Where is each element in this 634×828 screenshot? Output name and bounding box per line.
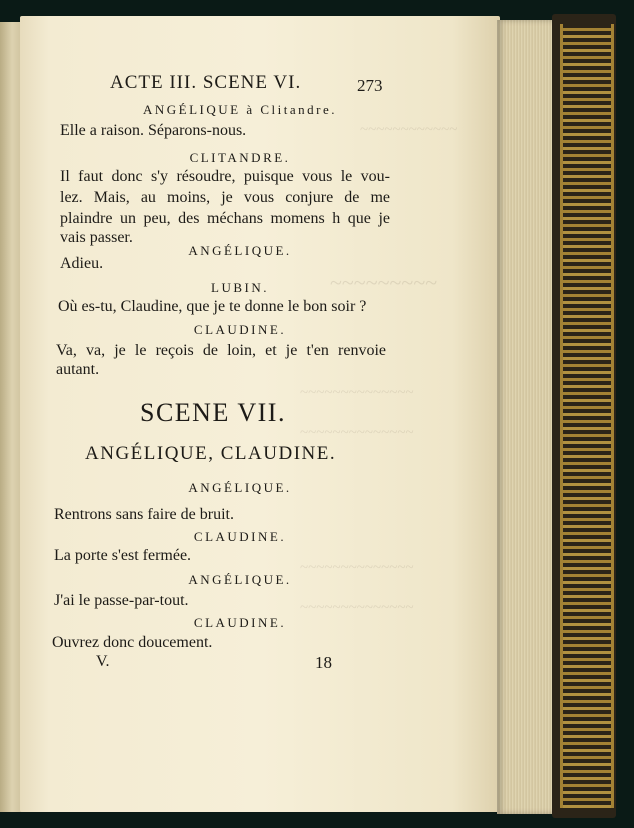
gathering-number: 18 <box>315 653 332 672</box>
speaker-label: ANGÉLIQUE. <box>188 243 292 258</box>
dialogue-line: plaindre un peu, des méchans momens h que je <box>60 210 390 227</box>
dialogue-line: Rentrons sans faire de bruit. <box>54 506 234 523</box>
dialogue-line: Il faut donc s'y résoudre, puisque vous le vou- <box>60 168 390 185</box>
speaker-label: ANGÉLIQUE. <box>188 572 292 587</box>
speaker-label: ANGÉLIQUE. <box>188 480 292 495</box>
dialogue-line: vais passer. <box>60 229 133 246</box>
show-through-text: ~~~~~~~~~~~~~~ <box>300 600 414 616</box>
page-block-edges <box>497 20 555 814</box>
show-through-text: ~~~~~~~~~~~~~~ <box>300 425 414 441</box>
dialogue-line: La porte s'est fermée. <box>54 547 192 564</box>
show-through-text: ~~~~~~~~~~~~~~ <box>300 560 414 576</box>
dialogue-line: Où es-tu, Claudine, que je te donne le bon soir ? <box>58 298 367 315</box>
show-through-text: ~~~~~~~~~~~~~~ <box>300 385 414 401</box>
signature-mark: V. <box>96 653 110 670</box>
speaker-label: CLAUDINE. <box>193 529 287 544</box>
facing-page-edge <box>0 22 22 812</box>
speaker-label: CLITANDRE. <box>189 150 291 165</box>
speaker-label: ANGÉLIQUE à Clitandre. <box>143 102 337 117</box>
dialogue-line: Elle a raison. Séparons-nous. <box>60 122 247 139</box>
dialogue-line: Va, va, je le reçois de loin, et je t'en renvoie <box>56 342 386 359</box>
dialogue-line: Ouvrez donc doucement. <box>52 634 213 651</box>
dialogue-line: Adieu. <box>60 255 104 272</box>
dialogue-line: autant. <box>56 361 100 378</box>
scene-characters: ANGÉLIQUE, CLAUDINE. <box>85 443 337 464</box>
page-number: 273 <box>357 76 383 95</box>
speaker-label: LUBIN. <box>211 280 269 295</box>
greek-key-border <box>560 24 614 808</box>
speaker-label: CLAUDINE. <box>193 322 287 337</box>
show-through-text: ~~~~~~~~~ <box>330 270 438 295</box>
dialogue-line: J'ai le passe-par-tout. <box>54 592 189 609</box>
running-head: ACTE III. SCENE VI. <box>110 72 302 93</box>
dialogue-line: lez. Mais, au moins, je vous conjure de me <box>60 189 390 206</box>
speaker-label: CLAUDINE. <box>193 615 287 630</box>
scene-heading: SCENE VII. <box>140 398 286 427</box>
show-through-text: ~~~~~~~~~~~~ <box>360 122 458 138</box>
